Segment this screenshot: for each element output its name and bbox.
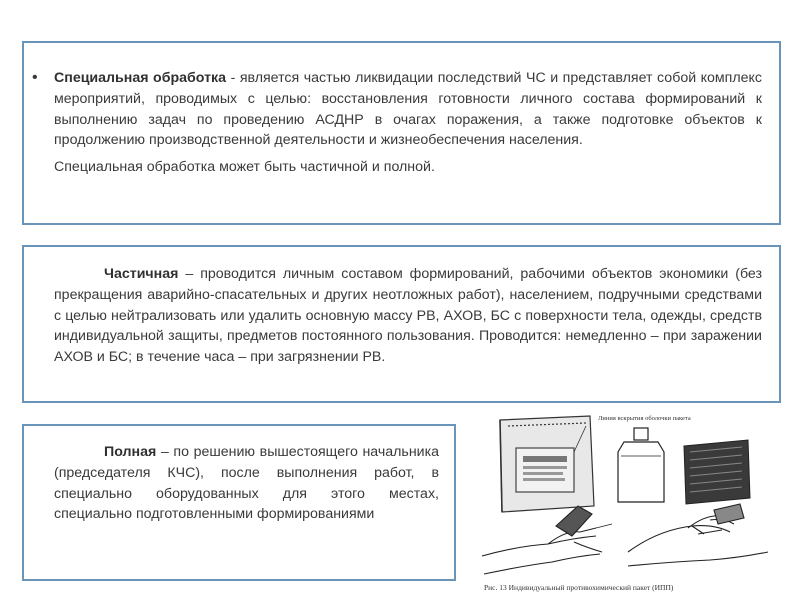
napkins-drawing [684,440,750,504]
special-treatment-box [22,41,781,225]
flask-drawing [618,428,664,502]
partial-treatment-box [22,245,781,403]
hands-drawing [482,504,768,574]
special-treatment-term: Специальная обработка [54,70,227,86]
illustration-caption: Рис. 13 Индивидуальный противохимический пакет (ИПП) [484,583,674,592]
decontamination-kit-illustration [478,406,780,596]
open-line-label: Линия вскрытия оболочки пакета [598,415,691,422]
packet-drawing [500,416,594,512]
bullet-icon: • [32,69,38,86]
full-treatment-term: Полная [104,444,157,460]
partial-treatment-content [54,264,762,368]
special-treatment-text: - является частью ликвидации последствий ЧС и представляет собой комплекс мероприятий, проводимых с целью: восстановления готовности личного состава формирований к выполнению задач по проведению АСДНР в очагах поражения, а также подготовке объектов к продолжению производственной деятельности и жизнеобеспечения населения. [54,70,762,149]
partial-treatment-text: – проводится личным составом формирований, рабочими объектов экономики (без прекращения аварийно-спасательных и других неотложных работ), населением, подручными средствами с целью нейтрализовать или удалить основную массу РВ, АХОВ, БС с поверхности тела, одежды, средств индивидуальной защиты, предметов постоянного пользования. Проводится: немедленно – при заражении АХОВ и БС; в течение часа – при загрязнении РВ. [54,266,762,366]
partial-treatment-term: Частичная [104,266,179,282]
full-treatment-content [54,442,439,525]
full-treatment-text: – по решению вышестоящего начальника (председателя КЧС), после выполнения работ, в специально оборудованных для этого местах, специально подготовленными формированиями [54,444,439,523]
partial-treatment-definition [54,264,762,368]
full-treatment-box [22,424,456,581]
full-treatment-definition [54,442,439,525]
special-treatment-definition [54,68,762,151]
special-treatment-types: Специальная обработка может быть частичной и полной. [54,159,435,176]
special-treatment-content [32,68,762,178]
